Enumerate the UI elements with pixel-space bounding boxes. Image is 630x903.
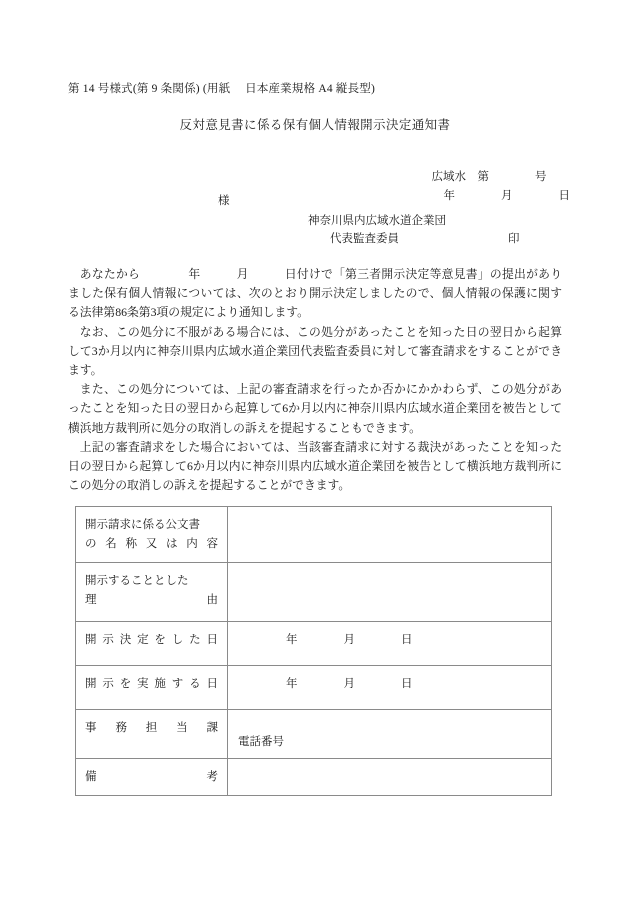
- seal-mark: 印: [508, 233, 520, 245]
- form-number-line: 第 14 号様式(第 9 条関係) (用紙 日本産業規格 A4 縦長型): [68, 83, 376, 95]
- value-text: 年 月 日: [286, 634, 413, 646]
- row-label-decision-date: [76, 622, 228, 666]
- label-line-1: 開示決定をした日: [85, 634, 218, 646]
- paragraph-4: 上記の審査請求をした場合においては、当該審査請求に対する裁決があったことを知った日の翌日から起算して6か月以内に神奈川県内広域水道企業団を被告として横浜地方裁判所にこの処分の取消しの訴えを提起することができます。: [68, 439, 562, 493]
- row-label-disclosure-reason: [76, 563, 228, 622]
- document-date: 年 月 日: [443, 190, 570, 202]
- document-number: 広域水 第 号: [431, 171, 547, 183]
- body-text: [68, 265, 562, 495]
- label-line-1: 事務担当課: [85, 722, 218, 734]
- row-value-decision-date[interactable]: [228, 622, 552, 666]
- row-value-document-name[interactable]: [228, 507, 552, 563]
- table-row: [76, 507, 552, 563]
- paragraph-2: なお、この処分に不服がある場合には、この処分があったことを知った日の翌日から起算して3か月以内に神奈川県内広域水道企業団代表監査委員に対して審査請求をすることができます。: [68, 324, 562, 378]
- label-line-1: 開示請求に係る公文書: [85, 519, 200, 531]
- phone-number-label: 電話番号: [238, 736, 284, 748]
- row-label-implementation-date: [76, 666, 228, 710]
- issuer-organization: 神奈川県内広域水道企業団: [308, 215, 446, 227]
- table-row: [76, 622, 552, 666]
- row-label-document-name: [76, 507, 228, 563]
- label-line-1: 開示することとした: [85, 575, 189, 587]
- row-value-department[interactable]: [228, 710, 552, 759]
- table-row: [76, 710, 552, 759]
- label-line-1: 備考: [85, 771, 218, 783]
- document-date-row: [0, 175, 630, 215]
- paragraph-3: また、この処分については、上記の審査請求を行ったか否かにかかわらず、この処分があったことを知った日の翌日から起算して6か月以内に神奈川県内広域水道企業団を被告として横浜地方裁判所に処分の取消しの訴えを提起することもできます。: [68, 382, 562, 435]
- addressee-label: 様: [218, 195, 230, 207]
- value-text: 年 月 日: [286, 678, 413, 690]
- label-line-2: の名称又は内容: [85, 538, 218, 550]
- row-label-department: [76, 710, 228, 759]
- paragraph-1: あなたから 年 月 日付けで「第三者開示決定等意見書」の提出がありました保有個人情報については、次のとおり開示決定しましたので、個人情報の保護に関する法律第86条第3項の規定により通知します。: [68, 267, 562, 320]
- document-title: 反対意見書に係る保有個人情報開示決定通知書: [179, 118, 451, 132]
- issuer-role: 代表監査委員: [330, 233, 399, 245]
- table-row: [76, 666, 552, 710]
- disclosure-details-table: [75, 506, 552, 796]
- row-value-disclosure-reason[interactable]: [228, 563, 552, 622]
- label-line-2: 理由: [85, 594, 218, 606]
- row-value-implementation-date[interactable]: [228, 666, 552, 710]
- label-line-1: 開示を実施する日: [85, 678, 218, 690]
- table-row: [76, 759, 552, 796]
- row-label-remarks: [76, 759, 228, 796]
- row-value-remarks[interactable]: [228, 759, 552, 796]
- table-row: [76, 563, 552, 622]
